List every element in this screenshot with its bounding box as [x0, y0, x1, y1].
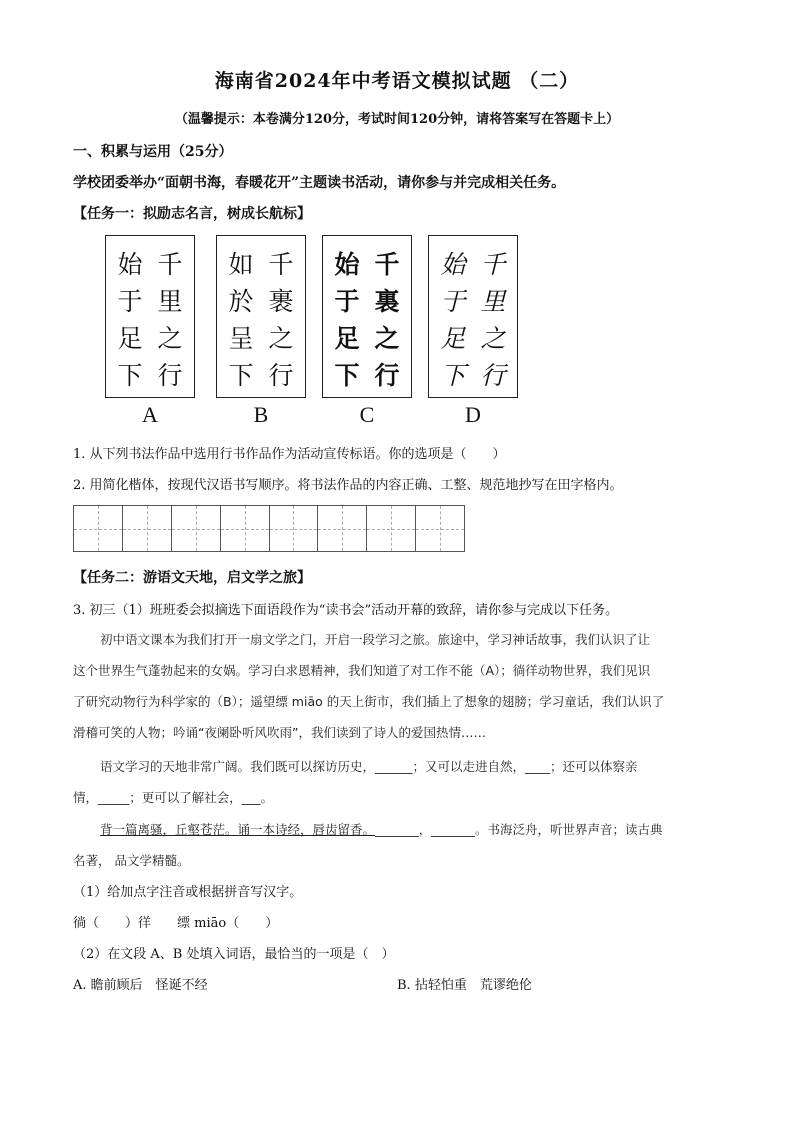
calligraphy-card-c: 始 于 足 下 千 裏 之 行: [322, 235, 412, 398]
grid-cell[interactable]: [123, 506, 172, 551]
grid-cell[interactable]: [318, 506, 367, 551]
passage-line: 了研究动物行为科学家的（B）；遥望缥 miāo 的天上街市，我们插上了想象的翅膀；学习童话，我们认识了: [73, 694, 665, 709]
card-label-d: D: [465, 402, 481, 427]
passage-line: 滑稽可笑的人物；吟诵“夜阑卧听风吹雨”，我们读到了诗人的爱国热情……: [73, 725, 486, 740]
calligraphy-card-d: 始 于 足 下 千 里 之 行: [428, 235, 518, 398]
grid-cell[interactable]: [416, 506, 464, 551]
card-label-c: C: [359, 402, 375, 427]
grid-cell[interactable]: [221, 506, 270, 551]
passage-line: 名著， 品文学精髓。: [73, 853, 190, 868]
passage-line: 初中语文课本为我们打开一扇文学之门，开启一段学习之旅。旅途中，学习神话故事，我们认识了让: [100, 632, 651, 647]
question-1: 1. 从下列书法作品中选用行书作品作为活动宣传标语。你的选项是（ ）: [73, 447, 506, 462]
option-b[interactable]: B. 拈轻怕重 荒谬绝伦: [397, 978, 532, 993]
card-label-a: A: [142, 402, 158, 427]
underlined-sentence: 背一篇离骚，丘壑苍茫。诵一本诗经，唇齿留香。: [100, 822, 376, 837]
grid-cell[interactable]: [74, 506, 123, 551]
question-3: 3. 初三（1）班班委会拟摘选下面语段作为“读书会”活动开幕的致辞，请你参与完成以下任务。: [73, 603, 619, 618]
sub-question-1-items: 徜（ ）徉 缥 miāo（ ）: [73, 916, 279, 931]
exam-hint: （温馨提示：本卷满分120分，考试时间120分钟，请将答案写在答题卡上）: [174, 112, 620, 127]
task2-heading: 【任务二：游语文天地，启文学之旅】: [73, 570, 311, 586]
grid-cell[interactable]: [270, 506, 319, 551]
section-intro: 学校团委举办“面朝书海，春暖花开”主题读书活动，请你参与并完成相关任务。: [73, 175, 566, 191]
passage-line: 情，_____；更可以了解社会，___。: [73, 790, 274, 805]
passage-line: [100, 820, 663, 838]
question-2: 2. 用简化楷体，按现代汉语书写顺序。将书法作品的内容正确、工整、规范地抄写在田字格内。: [73, 478, 623, 493]
passage-line: 语文学习的天地非常广阔。我们既可以探访历史，______；又可以走进自然，____；还可以体察亲: [100, 759, 638, 774]
sub-question-1: （1）给加点字注音或根据拼音写汉字。: [73, 885, 303, 900]
task1-heading: 【任务一：拟励志名言，树成长航标】: [73, 206, 311, 222]
passage-blanks: _______，_______。书海泛舟，听世界声音；读古典: [375, 822, 663, 837]
sub-question-2: （2）在文段 A、B 处填入词语，最恰当的一项是（ ）: [73, 947, 395, 962]
grid-cell[interactable]: [367, 506, 416, 551]
writing-grid[interactable]: [73, 505, 465, 552]
card-label-b: B: [253, 402, 269, 427]
calligraphy-card-b: 如 於 呈 下 千 裹 之 行: [216, 235, 306, 398]
option-a[interactable]: A. 瞻前顾后 怪诞不经: [73, 978, 208, 993]
grid-cell[interactable]: [172, 506, 221, 551]
passage-line: 这个世界生气蓬勃起来的女娲。学习白求恩精神，我们知道了对工作不能（A）；徜徉动物世界，我们见识: [73, 663, 651, 678]
page-title: 海南省2024年中考语文模拟试题 （二）: [214, 70, 580, 92]
calligraphy-card-a: 始 于 足 下 千 里 之 行: [105, 235, 195, 398]
section-heading: 一、积累与运用（25分）: [73, 144, 233, 160]
